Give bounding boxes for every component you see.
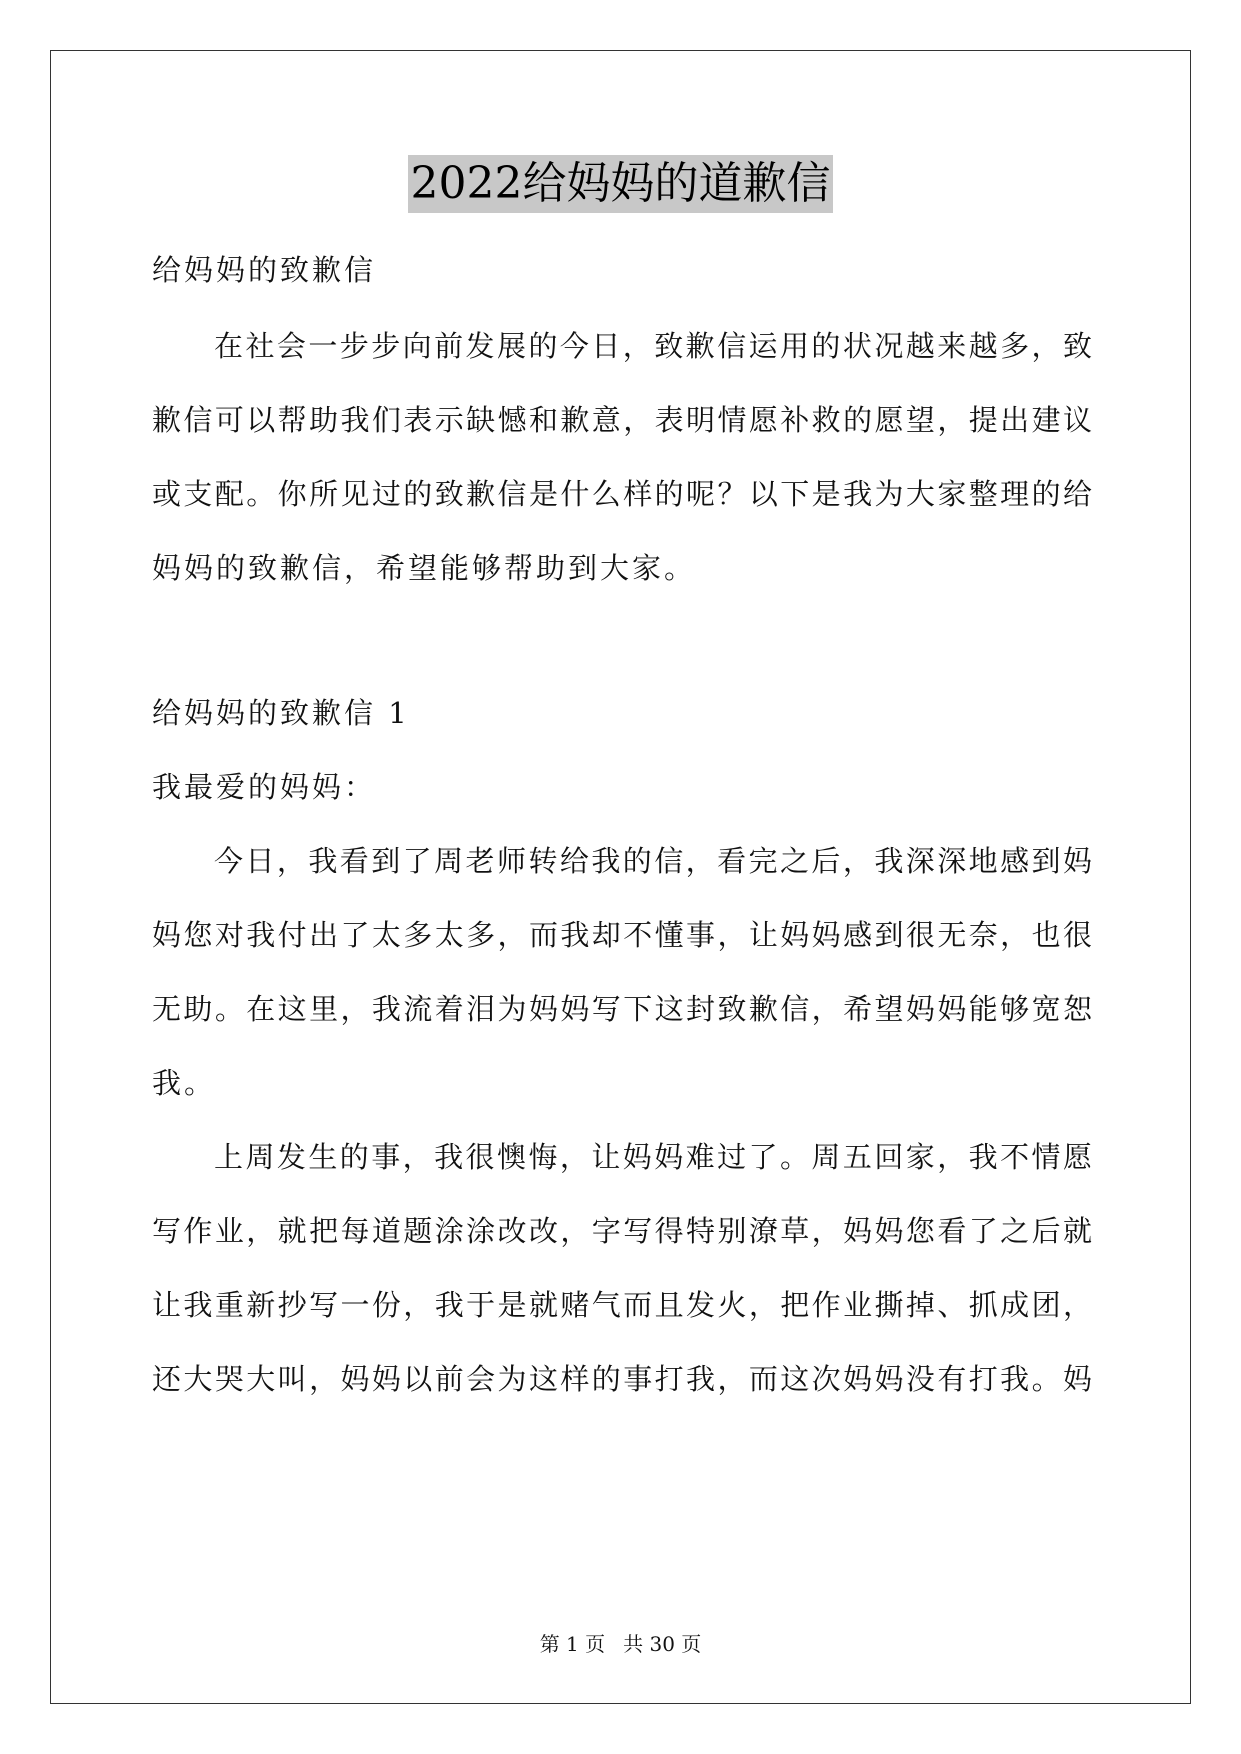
section-heading: 给妈妈的致歉信 1 [152,696,410,730]
paragraph-line: 在社会一步步向前发展的今日，致歉信运用的状况越来越多，致 [214,329,1092,363]
paragraph-line: 妈您对我付出了太多太多，而我却不懂事，让妈妈感到很无奈，也很 [152,918,1092,952]
document-title: 2022给妈妈的道歉信 [408,155,834,213]
paragraph-line: 还大哭大叫，妈妈以前会为这样的事打我，而这次妈妈没有打我。妈 [152,1362,1092,1396]
section-heading: 给妈妈的致歉信 [152,253,377,287]
paragraph-line: 歉信可以帮助我们表示缺憾和歉意，表明情愿补救的愿望，提出建议 [152,403,1092,437]
page-total: 共 30 页 [623,1632,702,1656]
paragraph-line: 写作业，就把每道题涂涂改改，字写得特别潦草，妈妈您看了之后就 [152,1214,1092,1248]
paragraph-line: 妈妈的致歉信，希望能够帮助到大家。 [152,551,697,585]
paragraph-line: 我。 [152,1066,217,1100]
title-container [0,155,1241,213]
paragraph-line: 无助。在这里，我流着泪为妈妈写下这封致歉信，希望妈妈能够宽恕 [152,992,1092,1026]
paragraph-line: 让我重新抄写一份，我于是就赌气而且发火，把作业撕掉、抓成团， [152,1288,1092,1322]
salutation: 我最爱的妈妈： [152,770,377,804]
paragraph-line: 上周发生的事，我很懊悔，让妈妈难过了。周五回家，我不情愿 [214,1140,1092,1174]
page-number: 第 1 页 [539,1632,606,1656]
page-footer [0,1631,1241,1657]
paragraph-line: 或支配。你所见过的致歉信是什么样的呢？以下是我为大家整理的给 [152,477,1092,511]
paragraph-line: 今日，我看到了周老师转给我的信，看完之后，我深深地感到妈 [214,844,1092,878]
